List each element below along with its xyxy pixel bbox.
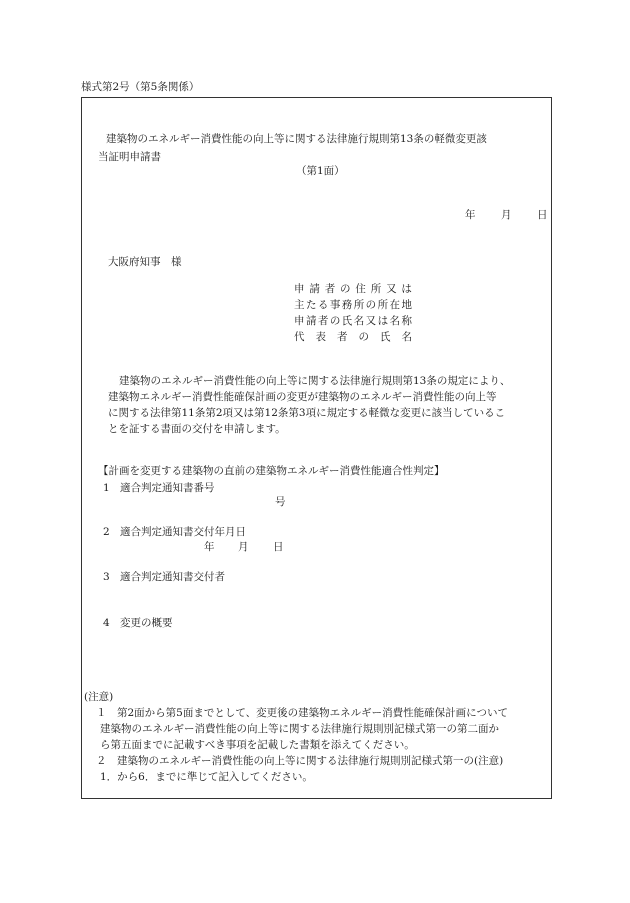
note-line-4: ２ 建築物のエネルギー消費性能の向上等に関する法律施行規則別記様式第一の(注意) bbox=[96, 755, 504, 767]
date-day[interactable]: 日 bbox=[537, 209, 548, 221]
item-1-number: 1 bbox=[103, 482, 110, 494]
item-2-month[interactable]: 月 bbox=[238, 541, 249, 553]
item-3-label: 適合判定通知書交付者 bbox=[120, 571, 225, 583]
note-line-3: ら第五面までに記載すべき事項を記載した書類を添えてください。 bbox=[100, 739, 415, 751]
notes-heading: (注意) bbox=[84, 691, 114, 703]
application-form bbox=[81, 97, 552, 799]
item-2-label: 適合判定通知書交付年月日 bbox=[120, 526, 246, 538]
section-heading: 【計画を変更する建築物の直前の建築物エネルギー消費性能適合性判定】 bbox=[98, 465, 445, 477]
body-text-line3: に関する法律第11条第2項又は第12条第3項に規定する軽微な変更に該当しているこ bbox=[108, 407, 506, 419]
form-title-line1: 建築物のエネルギー消費性能の向上等に関する法律施行規則第13条の軽微変更該 bbox=[106, 133, 487, 145]
item-3-number: 3 bbox=[103, 571, 110, 583]
note-line-5: 1．から6．までに準じて記入してください。 bbox=[100, 771, 313, 783]
item-2-year[interactable]: 年 bbox=[204, 541, 215, 553]
body-text-line4: とを証する書面の交付を申請します。 bbox=[108, 423, 286, 435]
applicant-office-label: 主 た る 事 務 所 の 所 在 地 bbox=[294, 299, 412, 311]
representative-name-label: 代表者の氏名 bbox=[294, 331, 423, 343]
note-line-2: 建築物のエネルギー消費性能の向上等に関する法律施行規則別記様式第一の第二面か bbox=[100, 723, 499, 735]
page-indicator: （第1面） bbox=[296, 165, 345, 177]
item-2-day[interactable]: 日 bbox=[273, 541, 284, 553]
item-4-label: 変更の概要 bbox=[120, 617, 173, 629]
form-title-line2: 当証明申請書 bbox=[98, 151, 161, 163]
date-year[interactable]: 年 bbox=[465, 209, 476, 221]
applicant-address-label: 申 請 者 の 住 所 又 は bbox=[294, 283, 412, 295]
form-label: 様式第2号（第5条関係） bbox=[81, 81, 200, 93]
body-text-line1: 建築物のエネルギー消費性能の向上等に関する法律施行規則第13条の規定により、 bbox=[119, 375, 511, 387]
applicant-name-label: 申 請 者 の 氏 名 又 は 名 称 bbox=[294, 315, 412, 327]
item-1-value-suffix[interactable]: 号 bbox=[275, 496, 286, 508]
item-2-number: 2 bbox=[103, 526, 110, 538]
note-line-1: １ 第2面から第5面までとして、変更後の建築物エネルギー消費性能確保計画について bbox=[96, 707, 508, 719]
item-4-number: 4 bbox=[103, 617, 110, 629]
addressee: 大阪府知事 様 bbox=[108, 256, 182, 268]
body-text-line2: 建築物エネルギー消費性能確保計画の変更が建築物のエネルギー消費性能の向上等 bbox=[108, 391, 497, 403]
date-month[interactable]: 月 bbox=[501, 209, 512, 221]
item-1-label: 適合判定通知書番号 bbox=[120, 482, 215, 494]
